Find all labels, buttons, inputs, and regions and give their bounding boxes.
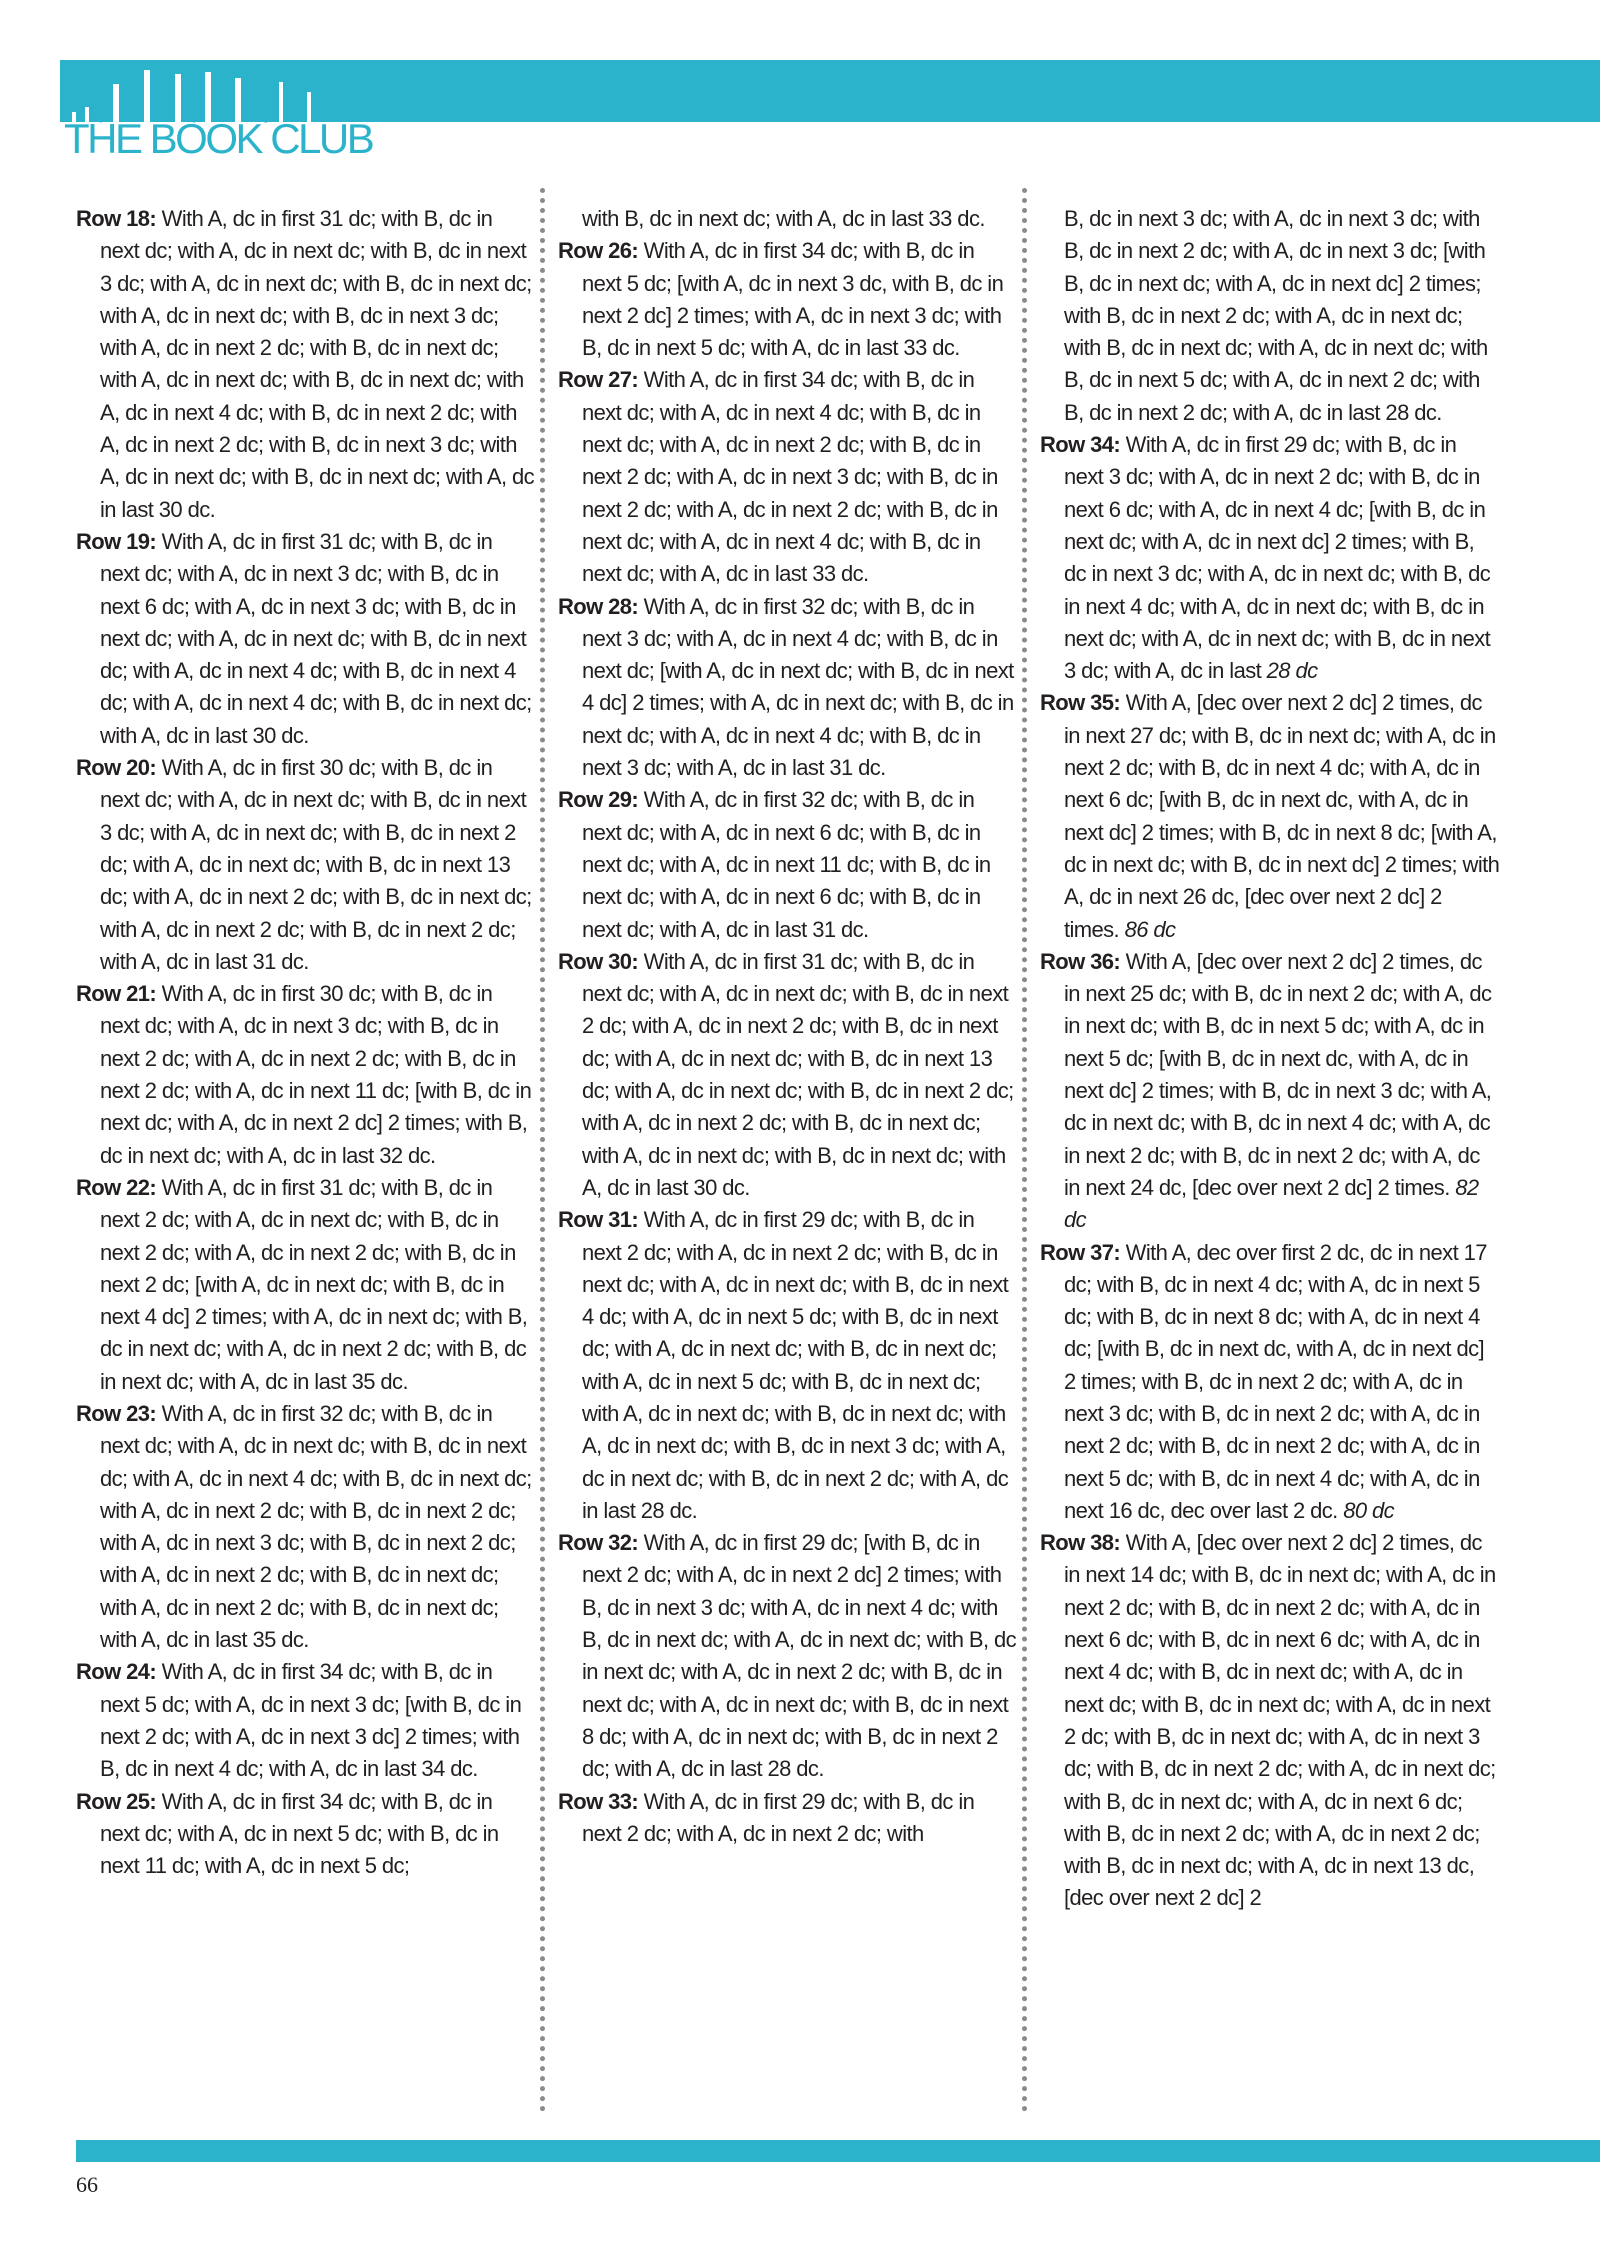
pattern-row <box>558 364 1018 590</box>
row-instructions: B, dc in next 3 dc; with A, dc in next 3 dc; with B, dc in next 2 dc; with A, dc in next 3 dc; [with B, dc in next dc; with A, dc in next dc] 2 times; with B, dc in next 2 dc; with A, dc in next dc; with B, dc in next dc; with A, dc in next dc; with B, dc in next 5 dc; with A, dc in next 2 dc; with B, dc in next 2 dc; with A, dc in last 28 dc. <box>1064 206 1488 425</box>
page-number: 66 <box>76 2172 98 2197</box>
pattern-row <box>76 526 536 752</box>
pattern-row <box>558 1527 1018 1785</box>
pattern-row <box>1040 203 1500 429</box>
stitch-count: 86 dc <box>1124 916 1176 942</box>
pattern-row <box>1040 687 1500 945</box>
row-instructions: With A, [dec over next 2 dc] 2 times, dc in next 25 dc; with B, dc in next 2 dc; with A, dc in next dc; with B, dc in next 5 dc; with A, dc in next 5 dc; [with B, dc in next dc, with A, dc in next dc] 2 times; with B, dc in next 3 dc; with A, dc in next dc; with B, dc in next 4 dc; with A, dc in next 2 dc; with B, dc in next 2 dc; with A, dc in next 24 dc, [dec over next 2 dc] 2 times. <box>1064 948 1492 1200</box>
pattern-row <box>1040 1237 1500 1528</box>
pattern-row <box>1040 1527 1500 1915</box>
row-label: Row 19: <box>76 528 157 554</box>
pattern-row <box>1040 429 1500 687</box>
row-label: Row 34: <box>1040 432 1121 458</box>
row-label: Row 35: <box>1040 690 1121 716</box>
pattern-row <box>558 1204 1018 1527</box>
row-label: Row 36: <box>1040 948 1121 974</box>
pattern-row <box>558 946 1018 1204</box>
row-instructions: With A, dc in first 32 dc; with B, dc in next dc; with A, dc in next dc; with B, dc in next dc; with A, dc in next 4 dc; with B, dc in next dc; with A, dc in next 2 dc; with B, dc in next 2 dc; with A, dc in next 3 dc; with B, dc in next 2 dc; with A, dc in next 2 dc; with B, dc in next dc; with A, dc in next 2 dc; with B, dc in next dc; with A, dc in last 35 dc. <box>100 1400 532 1653</box>
pattern-row <box>558 784 1018 945</box>
row-label: Row 32: <box>558 1530 639 1556</box>
row-instructions: With A, dc in first 32 dc; with B, dc in next dc; with A, dc in next 6 dc; with B, dc in next dc; with A, dc in next 11 dc; with B, dc in next dc; with A, dc in next 6 dc; with B, dc in next dc; with A, dc in last 31 dc. <box>582 787 991 942</box>
row-label: Row 21: <box>76 981 157 1007</box>
row-instructions: With A, dc in first 29 dc; with B, dc in next 3 dc; with A, dc in next 2 dc; with B, dc in next 6 dc; with A, dc in next 4 dc; [with B, dc in next dc; with A, dc in next dc] 2 times; with B, dc in next 3 dc; with A, dc in next dc; with B, dc in next 4 dc; with A, dc in next dc; with B, dc in next dc; with A, dc in next dc; with B, dc in next 3 dc; with A, dc in last <box>1064 432 1491 684</box>
row-instructions: With A, [dec over next 2 dc] 2 times, dc in next 14 dc; with B, dc in next dc; with A, dc in next 2 dc; with B, dc in next 2 dc; with A, dc in next 6 dc; with B, dc in next 6 dc; with A, dc in next 4 dc; with B, dc in next dc; with A, dc in next dc; with B, dc in next dc; with A, dc in next 2 dc; with B, dc in next dc; with A, dc in next 3 dc; with B, dc in next 2 dc; with A, dc in next dc; with B, dc in next dc; with A, dc in next 6 dc; with B, dc in next 2 dc; with A, dc in next 2 dc; with B, dc in next dc; with A, dc in next 13 dc, [dec over next 2 dc] 2 <box>1064 1530 1496 1911</box>
row-label: Row 27: <box>558 367 639 393</box>
stitch-count: 80 dc <box>1343 1497 1395 1523</box>
pattern-row <box>76 203 536 526</box>
row-label: Row 30: <box>558 948 639 974</box>
row-instructions: With A, dec over first 2 dc, dc in next 17 dc; with B, dc in next 4 dc; with A, dc in next 5 dc; with B, dc in next 8 dc; with A, dc in next 4 dc; [with B, dc in next dc, with A, dc in next dc] 2 times; with B, dc in next 2 dc; with A, dc in next 3 dc; with B, dc in next 2 dc; with A, dc in next 2 dc; with B, dc in next 2 dc; with A, dc in next 5 dc; with B, dc in next 4 dc; with A, dc in next 16 dc, dec over last 2 dc. <box>1064 1239 1487 1523</box>
pattern-row <box>76 1656 536 1785</box>
row-label: Row 25: <box>76 1788 157 1814</box>
row-instructions: With A, dc in first 30 dc; with B, dc in next dc; with A, dc in next dc; with B, dc in next 3 dc; with A, dc in next dc; with B, dc in next 2 dc; with A, dc in next dc; with B, dc in next 13 dc; with A, dc in next 2 dc; with B, dc in next dc; with A, dc in next 2 dc; with B, dc in next 2 dc; with A, dc in last 31 dc. <box>100 755 532 974</box>
row-instructions: With A, dc in first 34 dc; with B, dc in next 5 dc; with A, dc in next 3 dc; [with B, dc in next 2 dc; with A, dc in next 3 dc] 2 times; with B, dc in next 4 dc; with A, dc in last 34 dc. <box>100 1659 522 1782</box>
row-label: Row 24: <box>76 1659 157 1685</box>
row-instructions: with B, dc in next dc; with A, dc in last 33 dc. <box>582 206 985 231</box>
pattern-row <box>1040 946 1500 1237</box>
row-instructions: With A, dc in first 30 dc; with B, dc in next dc; with A, dc in next 3 dc; with B, dc in next 2 dc; with A, dc in next 2 dc; with B, dc in next 2 dc; with A, dc in next 11 dc; [with B, dc in next dc; with A, dc in next 2 dc] 2 times; with B, dc in next dc; with A, dc in last 32 dc. <box>100 981 532 1168</box>
row-label: Row 31: <box>558 1207 639 1233</box>
pattern-row <box>558 591 1018 785</box>
row-label: Row 26: <box>558 238 639 264</box>
row-instructions: With A, dc in first 31 dc; with B, dc in next dc; with A, dc in next dc; with B, dc in next 3 dc; with A, dc in next dc; with B, dc in next dc; with A, dc in next dc; with B, dc in next 3 dc; with A, dc in next 2 dc; with B, dc in next dc; with A, dc in next dc; with B, dc in next dc; with A, dc in next 4 dc; with B, dc in next 2 dc; with A, dc in next 2 dc; with B, dc in next 3 dc; with A, dc in next dc; with B, dc in next dc; with A, dc in last 30 dc. <box>100 206 535 522</box>
column-3 <box>1040 203 1500 1915</box>
row-instructions: With A, dc in first 29 dc; with B, dc in next 2 dc; with A, dc in next 2 dc; with <box>582 1788 975 1846</box>
row-instructions: With A, dc in first 31 dc; with B, dc in next dc; with A, dc in next dc; with B, dc in next 2 dc; with A, dc in next 2 dc; with B, dc in next dc; with A, dc in next dc; with B, dc in next 13 dc; with A, dc in next dc; with B, dc in next 2 dc; with A, dc in next 2 dc; with B, dc in next dc; with A, dc in next dc; with B, dc in next dc; with A, dc in last 30 dc. <box>582 948 1014 1200</box>
row-instructions: With A, dc in first 34 dc; with B, dc in next 5 dc; [with A, dc in next 3 dc, with B, dc in next 2 dc] 2 times; with A, dc in next 3 dc; with B, dc in next 5 dc; with A, dc in last 33 dc. <box>582 238 1004 361</box>
pattern-row <box>76 1786 536 1883</box>
pattern-columns <box>76 203 1500 2115</box>
row-instructions: With A, dc in first 34 dc; with B, dc in next dc; with A, dc in next 5 dc; with B, dc in next 11 dc; with A, dc in next 5 dc; <box>100 1788 499 1879</box>
column-1 <box>76 203 536 1882</box>
row-instructions: With A, dc in first 29 dc; with B, dc in next 2 dc; with A, dc in next 2 dc; with B, dc in next dc; with A, dc in next dc; with B, dc in next 4 dc; with A, dc in next 5 dc; with B, dc in next dc; with A, dc in next dc; with B, dc in next dc; with A, dc in next 5 dc; with B, dc in next dc; with A, dc in next dc; with B, dc in next dc; with A, dc in next dc; with B, dc in next 3 dc; with A, dc in next dc; with B, dc in next 2 dc; with A, dc in last 28 dc. <box>582 1207 1009 1523</box>
pattern-row <box>558 203 1018 235</box>
stitch-count: 28 dc <box>1266 658 1318 684</box>
stitch-count: 82 dc <box>1064 1174 1479 1233</box>
row-label: Row 38: <box>1040 1530 1121 1556</box>
row-label: Row 20: <box>76 755 157 781</box>
row-instructions: With A, dc in first 29 dc; [with B, dc in next 2 dc; with A, dc in next 2 dc] 2 times; with B, dc in next 3 dc; with A, dc in next 4 dc; with B, dc in next dc; with A, dc in next dc; with B, dc in next dc; with A, dc in next 2 dc; with B, dc in next dc; with A, dc in next dc; with B, dc in next 8 dc; with A, dc in next dc; with B, dc in next 2 dc; with A, dc in last 28 dc. <box>582 1530 1017 1782</box>
row-label: Row 18: <box>76 206 157 231</box>
pattern-row <box>76 1172 536 1398</box>
pattern-row <box>76 978 536 1172</box>
row-instructions: With A, [dec over next 2 dc] 2 times, dc in next 27 dc; with B, dc in next dc; with A, dc in next 2 dc; with B, dc in next 4 dc; with A, dc in next 6 dc; [with B, dc in next dc, with A, dc in next dc] 2 times; with B, dc in next 8 dc; [with A, dc in next dc; with B, dc in next dc] 2 times; with A, dc in next 26 dc, [dec over next 2 dc] 2 times. <box>1064 690 1500 942</box>
row-instructions: With A, dc in first 31 dc; with B, dc in next 2 dc; with A, dc in next dc; with B, dc in next 2 dc; with A, dc in next 2 dc; with B, dc in next 2 dc; [with A, dc in next dc; with B, dc in next 4 dc] 2 times; with A, dc in next dc; with B, dc in next dc; with A, dc in next 2 dc; with B, dc in next dc; with A, dc in last 35 dc. <box>100 1174 528 1394</box>
column-2 <box>558 203 1018 1850</box>
row-label: Row 29: <box>558 787 639 813</box>
row-label: Row 23: <box>76 1400 157 1426</box>
row-instructions: With A, dc in first 31 dc; with B, dc in next dc; with A, dc in next 3 dc; with B, dc in next 6 dc; with A, dc in next 3 dc; with B, dc in next dc; with A, dc in next dc; with B, dc in next dc; with A, dc in next 4 dc; with B, dc in next 4 dc; with A, dc in next 4 dc; with B, dc in next dc; with A, dc in last 30 dc. <box>100 528 532 748</box>
pattern-row <box>76 1398 536 1656</box>
row-label: Row 28: <box>558 593 639 619</box>
row-instructions: With A, dc in first 32 dc; with B, dc in next 3 dc; with A, dc in next 4 dc; with B, dc in next dc; [with A, dc in next dc; with B, dc in next 4 dc] 2 times; with A, dc in next dc; with B, dc in next dc; with A, dc in next 4 dc; with B, dc in next 3 dc; with A, dc in last 31 dc. <box>582 593 1014 781</box>
row-label: Row 33: <box>558 1788 639 1814</box>
pattern-row <box>76 752 536 978</box>
pattern-row <box>558 1786 1018 1851</box>
footer-band <box>76 2140 1600 2162</box>
row-label: Row 37: <box>1040 1239 1121 1265</box>
page-title: THE BOOK CLUB <box>64 115 373 162</box>
row-instructions: With A, dc in first 34 dc; with B, dc in next dc; with A, dc in next 4 dc; with B, dc in next dc; with A, dc in next 2 dc; with B, dc in next 2 dc; with A, dc in next 3 dc; with B, dc in next 2 dc; with A, dc in next 2 dc; with B, dc in next dc; with A, dc in next 4 dc; with B, dc in next dc; with A, dc in last 33 dc. <box>582 367 998 587</box>
pattern-row <box>558 235 1018 364</box>
row-label: Row 22: <box>76 1174 157 1200</box>
